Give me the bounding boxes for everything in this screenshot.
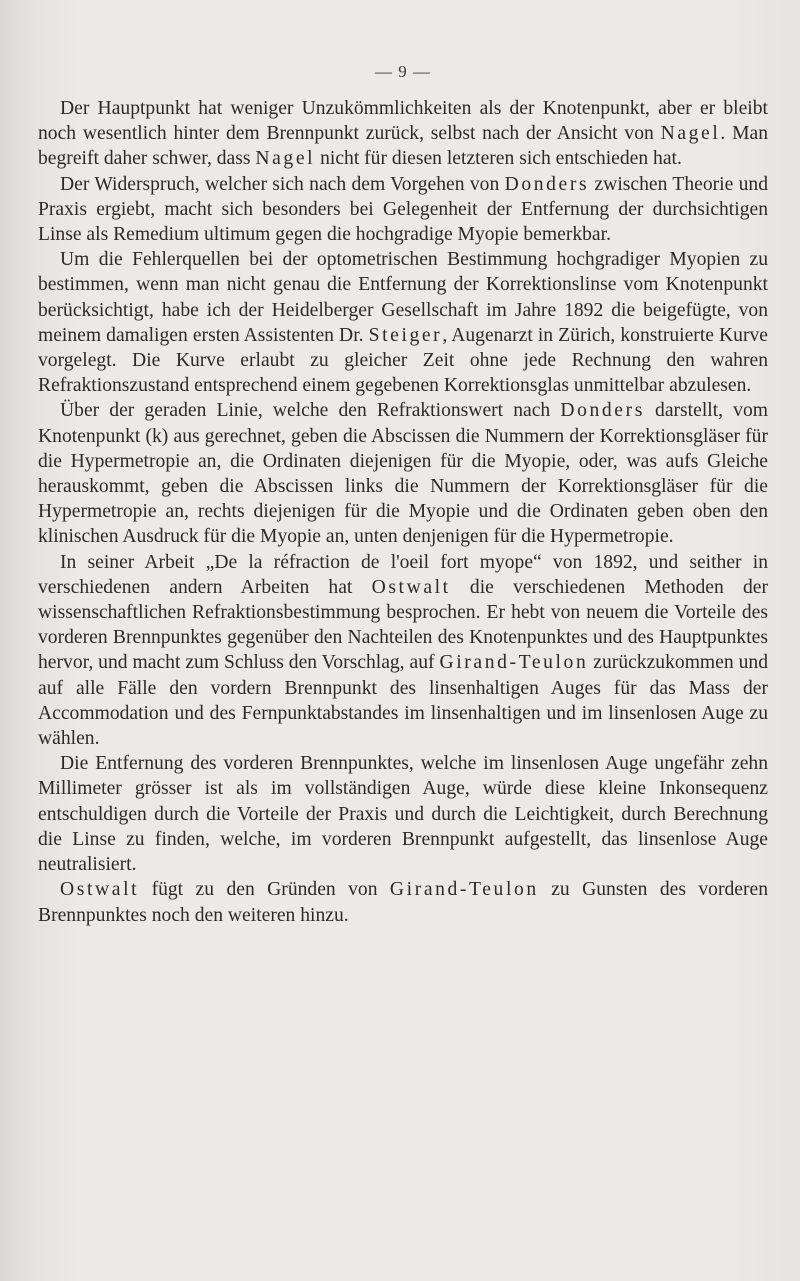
paragraph (38, 398, 768, 549)
text-run: darstellt, vom Knotenpunkt (k) aus gerechnet, geben die Abscissen die Nummern der Korrektionsgläser für die Hypermetropie an, die Ordinaten diejenigen für die Myopie, oder, was aufs Gleiche herauskommt, geben die Abscissen links die Nummern der Korrektionsgläser für die Hypermetropie an, rechts diejenigen für die Myopie und die Ordinaten geben oben den klinischen Ausdruck für die Myopie an, unten denjenigen für die Hypermetropie. (38, 400, 768, 548)
author-name: Steiger (368, 324, 443, 346)
author-name: Nagel (660, 123, 721, 145)
author-name: Donders (560, 400, 645, 422)
document-page (38, 0, 768, 1281)
page-number: — 9 — (375, 62, 431, 81)
author-name: Ostwalt (60, 879, 140, 901)
author-name: Ostwalt (371, 576, 451, 598)
text-run: Der Hauptpunkt hat weniger Unzukömmlichkeiten als der Knotenpunkt, aber er bleibt noch wesentlich hinter dem Brennpunkt zurück, selbst nach der Ansicht von (38, 98, 768, 145)
text-run: Der Widerspruch, welcher sich nach dem Vorgehen von (60, 173, 505, 195)
text-run: , Augenarzt in Zürich, konstruierte Kurve vorgelegt. Die Kurve erlaubt zu gleicher Zeit ohne jede Rechnung den wahren Refraktionszustand entsprechend einem gegebenen Korrektionsglas unmittelbar abzulesen. (38, 324, 768, 397)
text-run: In seiner Arbeit „De la réfraction de l'oeil fort myope“ von 1892, und seither in verschiedenen andern Arbeiten hat (38, 551, 768, 598)
text-run: . Man begreift daher schwer, dass (38, 123, 768, 170)
text-run: Die Entfernung des vorderen Brennpunktes, welche im linsenlosen Auge ungefähr zehn Millimeter grösser ist als im vollständigen Auge, würde diese kleine Inkonsequenz entschuldigen durch die Vorteile der Praxis und durch die Leichtigkeit, durch Berechnung die Linse zu finden, welche, im vorderen Brennpunkt aufgestellt, das linsenlose Auge neutralisiert. (38, 753, 768, 876)
text-run: Um die Fehlerquellen bei der optometrischen Bestimmung hochgradiger Myopien zu bestimmen, wenn man nicht genau die Entfernung der Korrektionslinse vom Knotenpunkt berücksichtigt, habe ich der Heidelberger Gesellschaft im Jahre 1892 die beigefügte, von meinem damaligen ersten Assistenten Dr. (38, 249, 768, 346)
paragraph (38, 247, 768, 398)
text-run: die verschiedenen Methoden der wissenschaftlichen Refraktionsbestimmung besprochen. Er hebt von neuem die Vorteile des vorderen Brennpunktes gegenüber den Nachteilen des Knotenpunktes und des Hauptpunktes hervor, und macht zum Schluss den Vorschlag, auf (38, 576, 768, 674)
text-run: nicht für diesen letzteren sich entschieden hat. (315, 148, 682, 170)
paragraph (38, 751, 768, 877)
text-run: Über der geraden Linie, welche den Refraktionswert nach (60, 400, 561, 422)
paragraph (38, 550, 768, 752)
paragraph (38, 96, 768, 172)
paragraph (38, 172, 768, 248)
author-name: Donders (504, 173, 590, 195)
body-text (38, 96, 768, 928)
text-run: zu Gunsten des vorderen Brennpunktes noch den weiteren hinzu. (38, 879, 768, 926)
author-name: Girand-Teulon (389, 879, 539, 901)
text-run: zurückzukommen und auf alle Fälle den vordern Brennpunkt des linsenhaltigen Auges für das Mass der Accommodation und des Fernpunktabstandes im linsenhaltigen und im linsenlosen Auge zu wählen. (38, 652, 768, 750)
text-run: zwischen Theorie und Praxis ergiebt, macht sich besonders bei Gelegenheit der Entfernung der durchsichtigen Linse als Remedium ultimum gegen die hochgradige Myopie bemerkbar. (38, 173, 768, 246)
text-run: fügt zu den Gründen von (139, 879, 390, 901)
paragraph (38, 877, 768, 927)
author-name: Nagel (255, 148, 316, 170)
author-name: Girand-Teulon (439, 652, 589, 674)
